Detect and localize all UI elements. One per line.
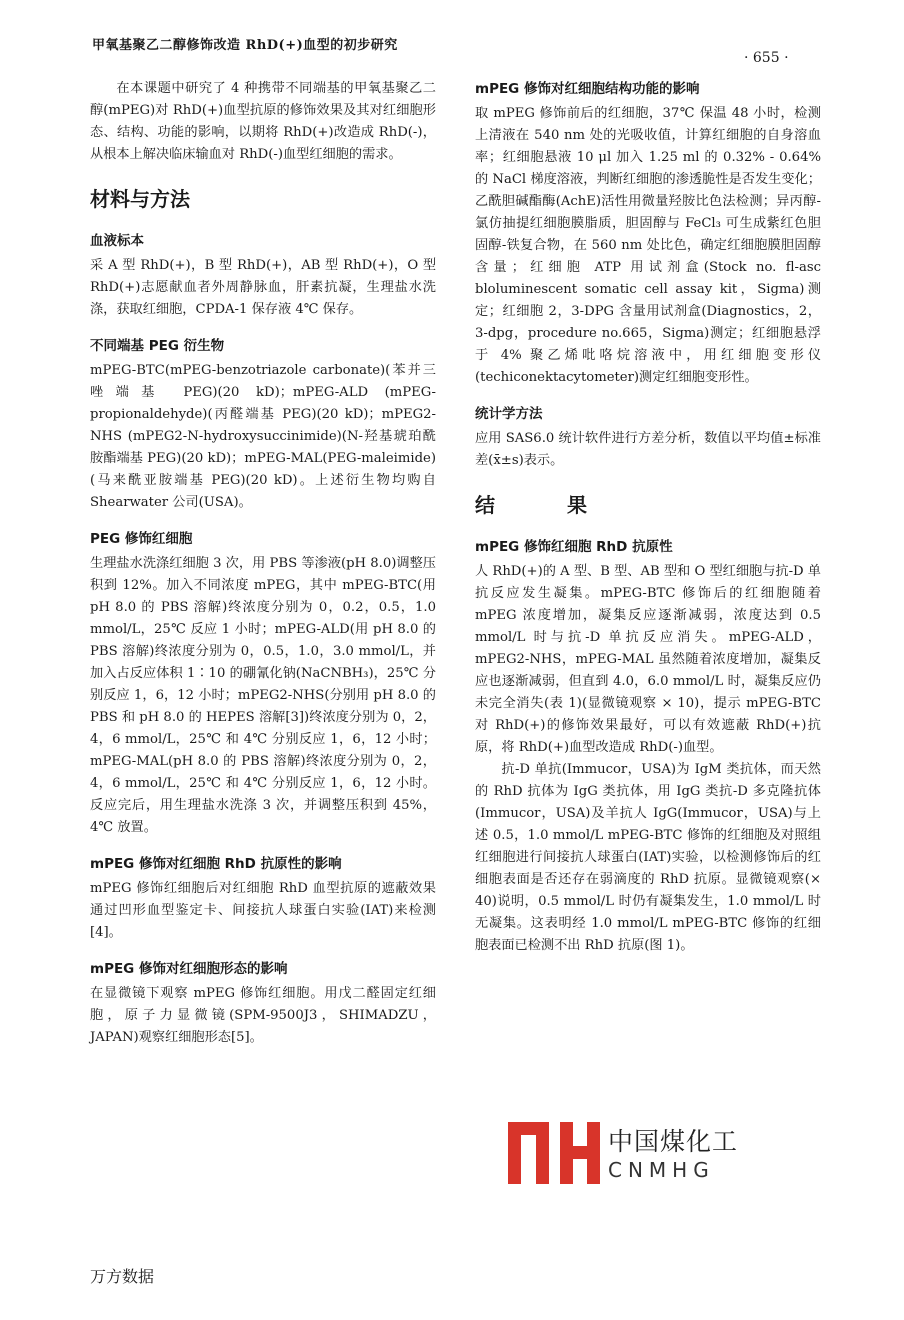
intro-paragraph: 在本课题中研究了 4 种携带不同端基的甲氧基聚乙二醇(mPEG)对 RhD(+)血型抗原的修饰效果及其对红细胞形态、结构、功能的影响，以期将 RhD(+)改造成 RhD(-)，从根本上解决临床输血对 RhD(-)血型红细胞的需求。 [90,81,436,162]
paragraph-structure-function: 取 mPEG 修饰前后的红细胞，37℃ 保温 48 小时，检测上清液在 540 nm 处的光吸收值，计算红细胞的自身溶血率；红细胞悬液 10 μl 加入 1.25 ml 的 0.32% - 0.64% 的 NaCl 梯度溶液，判断红细胞的渗透脆性是否发生变化；乙酰胆碱酯酶(AchE)活性用微量羟胺比色法检测；异丙醇-氯仿抽提红细胞膜脂质，胆固醇与 FeCl₃ 可生成紫红色胆固醇-铁复合物，在 560 nm 处比色，确定红细胞膜胆固醇含量；红细胞 ATP 用试剂盒(Stock no. fl-asc bloluminescent somatic cell assay kit，Sigma)测定；红细胞 2，3-DPG 含量用试剂盒(Diagnostics，2，3-dpg，procedure no.665，Sigma)测定；红细胞悬浮于 4% 聚乙烯吡咯烷溶液中，用红细胞变形仪(techiconektacytometer)测定红细胞变形性。 [475,106,821,385]
subheading-morphology: mPEG 修饰对红细胞形态的影响 [90,961,288,977]
subheading-blood-samples: 血液标本 [90,233,144,249]
subheading-statistics: 统计学方法 [475,406,543,422]
paragraph-statistics: 应用 SAS6.0 统计软件进行方差分析，数值以平均值±标准差(x̄±s)表示。 [475,431,821,468]
logo-chinese-text: 中国煤化工 [608,1127,739,1156]
subheading-peg-derivatives: 不同端基 PEG 衍生物 [90,338,225,354]
section-heading-methods: 材料与方法 [90,187,190,211]
logo-english-text: CNMHG [608,1158,715,1182]
running-title: 甲氧基聚乙二醇修饰改造 RhD(+)血型的初步研究 [92,38,398,53]
cnmhg-logo-mark-icon [508,1122,600,1184]
paragraph-blood-samples: 采 A 型 RhD(+)，B 型 RhD(+)，AB 型 RhD(+)，O 型 RhD(+)志愿献血者外周静脉血，肝素抗凝，生理盐水洗涤，获取红细胞，CPDA-1 保存液 4℃ 保存。 [90,258,436,317]
paragraph-peg-derivatives: mPEG-BTC(mPEG-benzotriazole carbonate)(苯并三唑端基 PEG)(20 kD)；mPEG-ALD (mPEG-propionaldehyde)(丙醛端基 PEG)(20 kD)；mPEG2-NHS (mPEG2-N-hydroxysuccinimide)(N-羟基琥珀酰胺酯端基 PEG)(20 kD)；mPEG-MAL(PEG-maleimide)(马来酰亚胺端基 PEG)(20 kD)。上述衍生物均购自 Shearwater 公司(USA)。 [90,363,436,510]
subheading-peg-modification: PEG 修饰红细胞 [90,531,193,547]
paragraph-peg-modification: 生理盐水洗涤红细胞 3 次，用 PBS 等渗液(pH 8.0)调整压积到 12%。加入不同浓度 mPEG，其中 mPEG-BTC(用 pH 8.0 的 PBS 溶解)终浓度分别为 0，0.2，0.5，1.0 mmol/L，25℃ 反应 1 小时；mPEG-ALD(用 pH 8.0 的 PBS 溶解)终浓度分别为 0，0.5，1.0，3.0 mmol/L，并加入占反应体积 1∶10 的硼氰化钠(NaCNBH₃)，25℃ 分别反应 1，6，12 小时；mPEG2-NHS(分别用 pH 8.0 的 PBS 和 pH 8.0 的 HEPES 溶解[3])终浓度分别为 0，2，4，6 mmol/L，25℃ 和 4℃ 分别反应 1，6，12 小时；mPEG-MAL(pH 8.0 的 PBS 溶解)终浓度分别为 0，2，4，6 mmol/L，25℃ 和 4℃ 分别反应 1，6，12 小时。反应完后，用生理盐水洗涤 3 次，并调整压积到 45%，4℃ 放置。 [90,556,436,835]
paragraph-morphology: 在显微镜下观察 mPEG 修饰红细胞。用戊二醛固定红细胞，原子力显微镜(SPM-9500J3，SHIMADZU，JAPAN)观察红细胞形态[5]。 [90,986,436,1045]
cnmhg-logo [508,1122,739,1184]
right-column [475,78,821,957]
paragraph-rhd-results-2: 抗-D 单抗(Immucor，USA)为 IgM 类抗体，而天然的 RhD 抗体为 IgG 类抗体，用 IgG 类抗-D 多克隆抗体(Immucor，USA)及羊抗人 IgG(Immucor，USA)与上述 0.5，1.0 mmol/L mPEG-BTC 修饰的红细胞及对照组红细胞进行间接抗人球蛋白(IAT)实验，以检测修饰后的红细胞表面是否还存在弱滴度的 RhD 抗原。显微镜观察(× 40)说明，0.5 mmol/L 时仍有凝集发生，1.0 mmol/L 时无凝集。这表明经 1.0 mmol/L mPEG-BTC 修饰的红细胞表面已检测不出 RhD 抗原(图 1)。 [475,762,821,953]
subheading-rhd-results: mPEG 修饰红细胞 RhD 抗原性 [475,539,673,555]
section-heading-results: 结 果 [475,493,613,517]
page-number: · 655 · [744,50,789,66]
subheading-rhd-antigenicity: mPEG 修饰对红细胞 RhD 抗原性的影响 [90,856,342,872]
subheading-structure-function: mPEG 修饰对红细胞结构功能的影响 [475,81,700,97]
paragraph-rhd-results-1: 人 RhD(+)的 A 型、B 型、AB 型和 O 型红细胞与抗-D 单抗反应发生凝集。mPEG-BTC 修饰后的红细胞随着 mPEG 浓度增加，凝集反应逐渐减弱，浓度达到 0.5 mmol/L 时与抗-D 单抗反应消失。mPEG-ALD，mPEG2-NHS，mPEG-MAL 虽然随着浓度增加，凝集反应也逐渐减弱，但直到 4.0，6.0 mmol/L 时，凝集反应仍未完全消失(表 1)(显微镜观察 × 10)，提示 mPEG-BTC 对 RhD(+)的修饰效果最好，可以有效遮蔽 RhD(+)抗原，将 RhD(+)血型改造成 RhD(-)血型。 [475,564,821,755]
wanfang-watermark: 万方数据 [90,1267,155,1286]
paragraph-rhd-antigenicity: mPEG 修饰红细胞后对红细胞 RhD 血型抗原的遮蔽效果通过凹形血型鉴定卡、间接抗人球蛋白实验(IAT)来检测[4]。 [90,881,436,940]
left-column [90,78,436,1049]
